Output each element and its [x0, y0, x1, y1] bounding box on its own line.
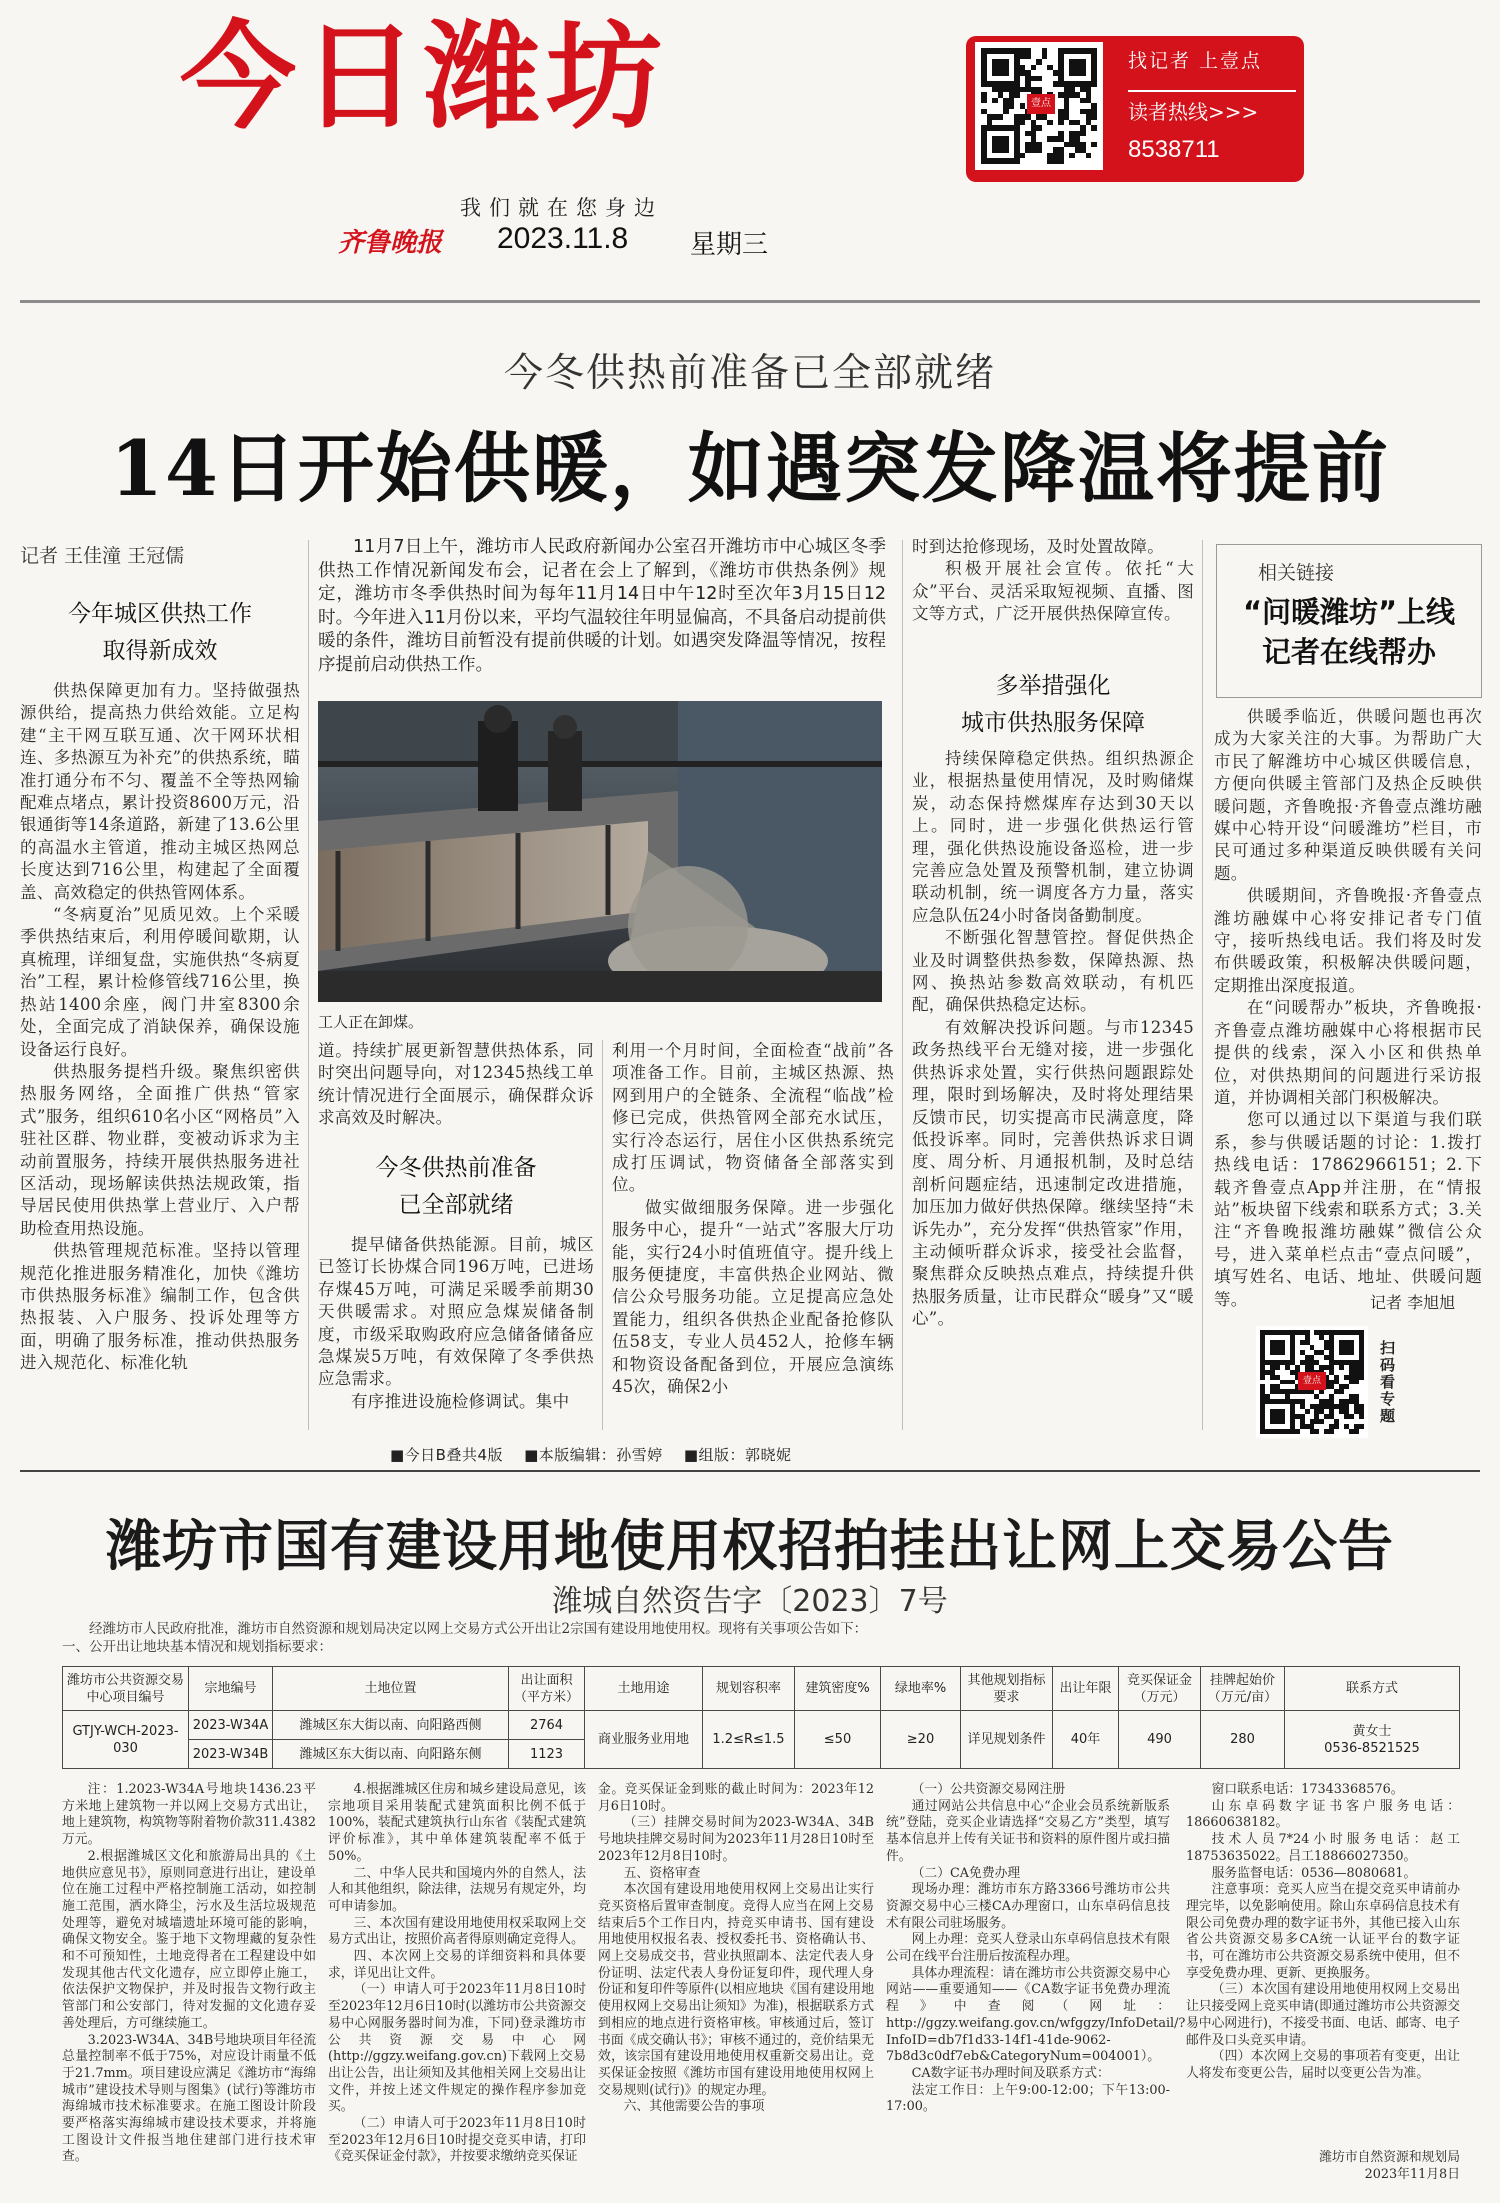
hotline-slogan: 找记者 上壹点	[1128, 50, 1263, 72]
col4-continued-body: 时到达抢修现场，及时处置故障。 积极开展社会宣传。依托“大众”平台、灵活采取短视频、直播、图文等方式，广泛开展供热保障宣传。	[912, 537, 1194, 624]
issue-weekday: 星期三	[690, 230, 769, 260]
land-parcel-table	[62, 1666, 1460, 1769]
related-body: 供暖季临近，供暖问题也再次成为大家关注的大事。为帮助广大市民了解潍坊中心城区供暖信息，方便向供暖主管部门及热企反映供暖问题，齐鲁晚报·齐鲁壹点潍坊融媒中心特开设“问暖潍坊”栏目，市民可通过多种渠道反映供暖有关问题。 供暖期间，齐鲁晚报·齐鲁壹点潍坊融媒中心将安排记者专门值守，接听热线电话。我们将及时发布供暖政策，积极解决供暖问题，定期推出深度报道。 在“问暖帮办”板块，齐鲁晚报·齐鲁壹点潍坊融媒中心将根据市民提供的线索，深入小区和供热单位，对供热期间的问题进行采访报道，并协调相关部门积极解决。 您可以通过以下渠道与我们联系，参与供暖话题的讨论：1.拨打热线电话：17862966151；2.下载齐鲁壹点App并注册，在“情报站”板块留下线索和联系方式；3.关注“齐鲁晚报潍坊融媒”微信公众号，进入菜单栏点击“壹点问暖”，填写姓名、电话、地址、供暖问题等。	[1214, 707, 1482, 1309]
topic-qr-label: 扫码看专题	[1380, 1339, 1396, 1425]
section-body-measures: 持续保障稳定供热。组织热源企业，根据热量使用情况，及时购储煤炭，动态保持燃煤库存达到30天以上。同时，进一步强化供热运行管理，强化供热设施设备巡检，进一步完善应急处置及预警机制，建立协调联动机制，统一调度各方力量，落实应急队伍24小时备岗备勤制度。 不断强化智慧管控。督促供热企业及时调整供热参数，保障热源、热网、换热站参数高效联动，有机匹配，确保供热稳定达标。 有效解决投诉问题。与市12345政务热线平台无缝对接，进一步强化供热诉求处置，实行供热问题跟踪处理，限时到场解决，及时将处理结果反馈市民，切实提高市民满意度，降低投诉率。同时，完善供热诉求日调度、周分析、月通报机制，及时总结剖析问题症结，迅速制定改进措施，加压加力做好供热保障。继续坚持“未诉先办”，充分发挥“供热管家”作用，主动倾听群众诉求，接受社会监督，聚焦群众反映热点难点，持续提升供热服务质量，让市民群众“暖身”又“暖心”。	[912, 749, 1194, 1329]
notice-col-1: 注：1.2023-W34A号地块1436.23平方米地上建筑物一并以网上交易方式出让，地上建筑物，构筑物等附着物价款311.4382万元。 2.根据潍城区文化和旅游局出具的《土地供应意见书》，原则同意进行出让，建设单位在施工过程中严格控制施工活动，如控制施工范围，洒水降尘，污水及生活垃圾规范处理等，避免对城墙遗址环境可能的影响，确保文物安全。鉴于地下文物埋藏的复杂性和不可预知性，土地竞得者在工程建设中如发现其他古代文化遗存，应立即停止施工，依法保护文物保护，并及时报告文物行政主管部门和公安部门，待对发掘的文化遗存妥善处理后，方可继续施工。 3.2023-W34A、34B号地块项目年径流总量控制率不低于75%，对应设计雨量不低于21.7mm。项目建设应满足《潍坊市“海绵城市”建设技术导则与图集》(试行)等潍坊市海绵城市技术标准要求。在施工图设计阶段要严格落实海绵城市建设技术要求，并将施工图设计文件报当地住建部门进行技术审查。	[62, 1782, 316, 2165]
section-title-measures: 多举措强化 城市供热服务保障	[961, 673, 1145, 736]
notice-col-3: 金。竞买保证金到账的截止时间为：2023年12月6日10时。 （三）挂牌交易时间为2023-W34A、34B号地块挂牌交易时间为2023年11月28日10时至2023年12月8日10时。 五、资格审查 本次国有建设用地使用权网上交易出让实行竞买资格后置审查制度。竞得人应当在网上交易结束后5个工作日内，持竞买申请书、国有建设用地使用权报名表、授权委托书、资格确认书、网上交易成交书，营业执照副本、法定代表人身份证明、法定代表人身份证复印件，现代理人身份证和复印件等原件(以相应地块《国有建设用地使用权网上交易出让须知》为准)，根据联系方式到相应的地点进行资格审核。审核通过后，签订书面《成交确认书》；审核不通过的，竞价结果无效，该宗国有建设用地使用权重新交易出让。竞买保证金按照《潍坊市国有建设用地使用权网上交易规则(试行)》的规定办理。 六、其他需要公告的事项	[598, 1782, 874, 2115]
masthead-title: 今日潍坊	[180, 10, 668, 145]
column-divider	[602, 1040, 603, 1430]
notice-intro: 经潍坊市人民政府批准，潍坊市自然资源和规划局决定以网上交易方式公开出让2宗国有建设用地使用权。现将有关事项公告如下： 一、公开出让地块基本情况和规划指标要求：	[62, 1621, 868, 1655]
qr-badge: 壹点	[1027, 94, 1055, 114]
section-title-preparation: 今冬供热前准备 已全部就绪	[375, 1155, 537, 1218]
notice-col-4: （一）公共资源交易网注册 通过网站公共信息中心“企业会员系统新版系统”登陆，竞买企业请选择“交易乙方”类型，填写基本信息并上传有关证书和资料的原件图片或扫描件。 （二）CA免费办理 现场办理：潍坊市东方路3366号潍坊市公共资源交易中心三楼CA办理窗口，山东卓码信息技术有限公司驻场服务。 网上办理：竞买人登录山东卓码信息技术有限公司在线平台注册后按流程办理。 具体办理流程：请在潍坊市公共资源交易中心网站——重要通知——《CA数字证书免费办理流程》中查阅（网址：http://ggzy.weifang.gov.cn/wfggzy/InfoDetail/?InfoID=db7f1d33-14f1-41de-9062-7b8d3c0df7eb&CategoryNum=004001）。 CA数字证书办理时间及联系方式： 法定工作日：上午9:00-12:00；下午13:00-17:00。	[886, 1782, 1186, 2115]
topic-qr-icon[interactable]	[1256, 1326, 1368, 1438]
notice-divider	[20, 1470, 1480, 1472]
related-byline: 记者 李旭旭	[1370, 1293, 1456, 1312]
table-header-row: 潍坊市公共资源交易中心项目编号 宗地编号 土地位置 出让面积（平方米） 土地用途 规划容积率 建筑密度% 绿地率% 其他规划指标要求 出让年限 竞买保证金（万元） 挂牌起始价（万元/亩） 联系方式	[63, 1667, 1460, 1711]
related-tag: 相关链接	[1258, 562, 1335, 584]
page-credits: ■今日B叠共4版 ■本版编辑：孙雪婷 ■组版：郭晓妮	[390, 1446, 792, 1464]
lead-paragraph: 11月7日上午，潍坊市人民政府新闻办公室召开潍坊市中心城区冬季供热工作情况新闻发布会，记者在会上了解到，《潍坊市供热条例》规定，潍坊市冬季供热时间为每年11月14日中午12时至次年3月15日12时。今年进入11月份以来，平均气温较往年明显偏高，不具备启动提前供暖的条件，潍坊目前暂没有提前供暖的计划。如遇突发降温等情况，按程序提前启动供热工作。	[318, 537, 886, 675]
topic-qr-badge: 壹点	[1298, 1372, 1326, 1390]
hotline-label: 读者热线>>>	[1128, 90, 1296, 125]
column-divider	[308, 540, 309, 1430]
related-title: “问暖潍坊”上线 记者在线帮办	[1242, 595, 1456, 669]
column-divider	[1202, 540, 1203, 1430]
section-body-achievements: 供热保障更加有力。坚持做强热源供给，提高热力供给效能。立足构建“主干网互联互通、次干网环状相连、多热源互为补充”的供热系统，瞄准打通分布不匀、覆盖不全等热网输配难点堵点，累计投资8600万元，沿银通街等14条道路，新建了13.6公里的高温水主管道，推动主城区热网总长度达到716公里，构建起了全面覆盖、高效稳定的供热管网体系。 “冬病夏治”见质见效。上个采暖季供热结束后，利用停暖间歇期，认真梳理，详细复盘，实施供热“冬病夏治”工程，累计检修管线716公里，换热站1400余座，阀门井室8300余处，全面完成了消缺保养，确保设施设备运行良好。 供热服务提档升级。聚焦织密供热服务网络，全面推广供热“管家式”服务，组织610名小区“网格员”入驻社区群、物业群，变被动诉求为主动前置服务，持续开展供热服务进社区活动，现场解读供热法规政策，指导居民使用供热掌上营业厅、入户帮助检查用热设施。 供热管理规范标准。坚持以管理规范化推进服务精准化，加快《潍坊市供热服务标准》编制工作，包含供热报装、入户服务、投诉处理等方面，明确了服务标准，推动供热服务进入规范化、标准化轨	[20, 681, 300, 1373]
lead-byline: 记者 王佳潼 王冠儒	[20, 545, 185, 567]
hotline-number: 8538711	[1128, 136, 1220, 163]
issue-date: 2023.11.8	[497, 222, 629, 255]
notice-signature: 潍坊市自然资源和规划局 2023年11月8日	[1319, 2150, 1460, 2182]
col3-continued-body: 利用一个月时间，全面检查“战前”各项准备工作。目前，主城区热源、热网到用户的全链条、全流程“临战”检修已完成，供热管网全部充水试压，实行冷态运行，居住小区供热系统完成打压调试，物资储备全部落实到位。 做实做细服务保障。进一步强化服务中心，提升“一站式”客服大厅功能，实行24小时值班值守。提升线上服务便捷度，丰富供热企业网站、微信公众号服务功能。立足提高应急处置能力，组织各供热企业配备抢修队伍58支，专业人员452人，抢修车辆和物资设备配备到位，开展应急演练45次，确保2小	[612, 1041, 894, 1397]
photo-caption: 工人正在卸煤。	[318, 1013, 424, 1031]
coal-unloading-photo	[318, 701, 882, 1002]
section-title-achievements: 今年城区供热工作 取得新成效	[68, 601, 252, 664]
hotline-qr-icon[interactable]	[975, 42, 1103, 170]
col2-continued-body: 道。持续扩展更新智慧供热体系，同时突出问题导向，对12345热线工单统计情况进行全面展示，确保群众诉求高效及时解决。	[318, 1041, 594, 1128]
masthead-slogan: 我们就在您身边	[460, 196, 663, 220]
lead-headline: 14日开始供暖，如遇突发降温将提前	[110, 424, 1390, 513]
column-divider	[902, 540, 903, 1430]
notice-col-2: 4.根据潍城区住房和城乡建设局意见，该宗地项目采用装配式建筑面积比例不低于100%，装配式建筑执行山东省《装配式建筑评价标准》，其中单体建筑装配率不低于50%。 二、中华人民共和国境内外的自然人，法人和其他组织，除法律，法规另有规定外，均可申请参加。 三、本次国有建设用地使用权采取网上交易方式出让，按照价高者得原则确定竞得人。 四、本次网上交易的详细资料和具体要求，详见出让文件。 （一）申请人可于2023年11月8日10时至2023年12月6日10时(以潍坊市公共资源交易中心网服务器时间为准，下同)登录潍坊市公共资源交易中心网(http://ggzy.weifang.gov.cn)下载网上交易出让公告，出让须知及其他相关网上交易出让文件，并按上述文件规定的操作程序参加竞买。 （二）申请人可于2023年11月8日10时至2023年12月6日10时提交竞买申请，打印《竞买保证金付款》，并按要求缴纳竞买保证	[328, 1782, 586, 2165]
notice-title: 潍坊市国有建设用地使用权招拍挂出让网上交易公告	[105, 1513, 1394, 1578]
brand-logo: 齐鲁晚报	[338, 228, 443, 258]
notice-subtitle: 潍城自然资告字〔2023〕7号	[552, 1584, 948, 1619]
table-row: GTJY-WCH-2023-030 2023-W34A 潍城区东大街以南、向阳路西侧 2764 商业服务业用地 1.2≤R≤1.5 ≤50 ≥20 详见规划条件 40年 490 280 黄女士 0536-8521525	[63, 1711, 1460, 1740]
lead-kicker: 今冬供热前准备已全部就绪	[503, 351, 996, 396]
section-body-preparation: 提早储备供热能源。目前，城区已签订长协煤合同196万吨，已进场存煤45万吨，可满足采暖季前期30天供暖需求。对照应急煤炭储备制度，市级采取购政府应急储备储备应急煤炭5万吨，有效保障了冬季供热应急需求。 有序推进设施检修调试。集中	[318, 1235, 594, 1411]
table-row: 2023-W34B 潍城区东大街以南、向阳路东侧 1123	[63, 1740, 1460, 1769]
notice-col-5: 窗口联系电话：17343368576。 山东卓码数字证书客户服务电话：18660638182。 技术人员7*24小时服务电话：赵工18753635022。吕工18866027350。 服务监督电话：0536—8080681。 注意事项：竞买人应当在提交竞买申请前办理完毕，以免影响使用。除山东卓码信息技术有限公司免费办理的数字证书外，其他已接入山东省公共资源交易多CA统一认证平台的数字证书，可在潍坊市公共资源交易系统中使用，但不享受免费办理、更新、更换服务。 （三）本次国有建设用地使用权网上交易出让只接受网上竞买申请(即通过潍坊市公共资源交易中心网进行)，不接受书面、电话、邮寄、电子邮件及口头竞买申请。 （四）本次网上交易的事项若有变更，出让人将发布变更公告，届时以变更公告为准。	[1186, 1782, 1460, 2081]
masthead-divider	[20, 300, 1480, 303]
